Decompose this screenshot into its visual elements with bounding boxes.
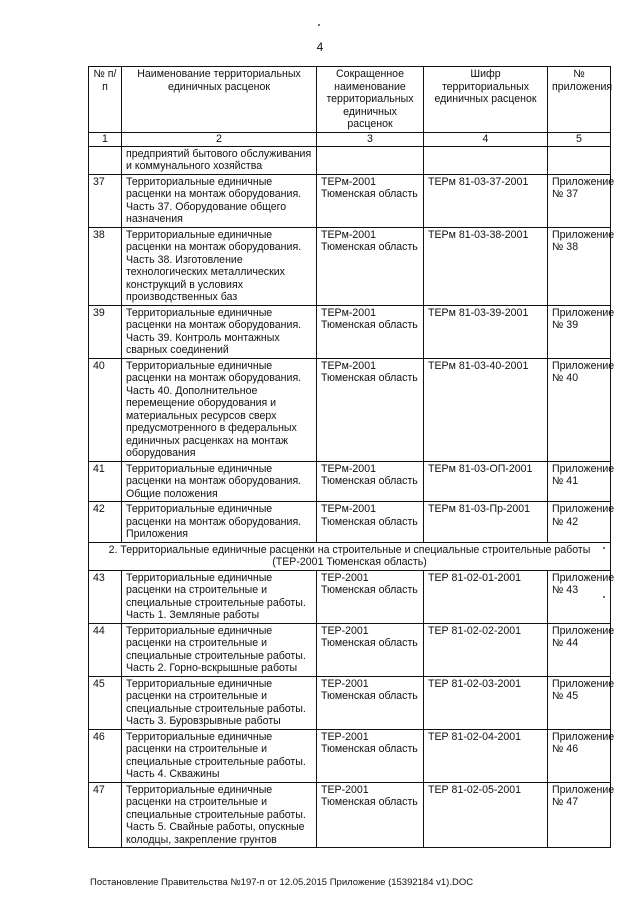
short-name: ТЕР-2001 Тюменская область <box>317 729 424 782</box>
appendix-number: Приложение № 44 <box>548 623 611 676</box>
row-number: 37 <box>89 174 122 227</box>
short-name: ТЕР-2001 Тюменская область <box>317 623 424 676</box>
short-name: ТЕРм-2001 Тюменская область <box>317 461 424 502</box>
section-heading-line2: (ТЕР-2001 Тюменская область) <box>272 556 427 568</box>
table-row <box>89 570 611 623</box>
header-short: Сокращенное наименование территориальных единичных расценок <box>317 67 424 133</box>
rate-name: Территориальные единичные расценки на монтаж оборудования. Часть 40. Дополнительное перемещение оборудования и материальных ресурсов сверх предусмотренного в федеральных единичных расценках на монтаж оборудования <box>122 358 317 461</box>
rate-name: Территориальные единичные расценки на строительные и специальные строительные работы. Часть 1. Земляные работы <box>122 570 317 623</box>
appendix-number: Приложение № 45 <box>548 676 611 729</box>
short-name: ТЕР-2001 Тюменская область <box>317 676 424 729</box>
rate-name: Территориальные единичные расценки на строительные и специальные строительные работы. Часть 2. Горно-вскрышные работы <box>122 623 317 676</box>
section-heading <box>89 542 611 570</box>
appendix-number: Приложение № 47 <box>548 782 611 848</box>
row-number: 45 <box>89 676 122 729</box>
page-number: 4 <box>316 40 324 54</box>
rate-code: ТЕРм 81-03-ОП-2001 <box>424 461 548 502</box>
header-name: Наименование территориальных единичных расценок <box>122 67 317 133</box>
table-row <box>89 729 611 782</box>
appendix-number: Приложение № 38 <box>548 227 611 305</box>
row-number: 39 <box>89 305 122 358</box>
col-num-3: 3 <box>317 132 424 146</box>
rate-name: Территориальные единичные расценки на монтаж оборудования. Часть 38. Изготовление технологических металлических конструкций в условиях производственных баз <box>122 227 317 305</box>
rate-code: ТЕР 81-02-03-2001 <box>424 676 548 729</box>
row-number: 40 <box>89 358 122 461</box>
scan-speck <box>318 24 320 26</box>
table-row <box>89 358 611 461</box>
rate-name: Территориальные единичные расценки на монтаж оборудования. Часть 37. Оборудование общего назначения <box>122 174 317 227</box>
table-row <box>89 461 611 502</box>
table-row <box>89 502 611 543</box>
row-number: 44 <box>89 623 122 676</box>
rate-code: ТЕР 81-02-01-2001 <box>424 570 548 623</box>
table-row <box>89 676 611 729</box>
appendix-number: Приложение № 39 <box>548 305 611 358</box>
appendix-number: Приложение № 40 <box>548 358 611 461</box>
rates-table <box>88 66 615 848</box>
section-2-body <box>89 542 611 570</box>
scan-speck <box>603 547 605 549</box>
header-code: Шифр территориальных единичных расценок <box>424 67 548 133</box>
short-name: ТЕРм-2001 Тюменская область <box>317 227 424 305</box>
rate-code: ТЕР 81-02-02-2001 <box>424 623 548 676</box>
appendix-number: Приложение № 37 <box>548 174 611 227</box>
table-body-part2 <box>89 570 615 848</box>
rate-name: Территориальные единичные расценки на строительные и специальные строительные работы. Часть 5. Свайные работы, опускные колодцы, закрепление грунтов <box>122 782 317 848</box>
rate-code: ТЕРм 81-03-39-2001 <box>424 305 548 358</box>
short-name: ТЕР-2001 Тюменская область <box>317 570 424 623</box>
col-num-1: 1 <box>89 132 122 146</box>
document-footer: Постановление Правительства №197-п от 12.05.2015 Приложение (15392184 v1).DOC <box>90 877 474 888</box>
table-body-part1 <box>89 146 615 542</box>
rate-name: Территориальные единичные расценки на монтаж оборудования. Часть 39. Контроль монтажных сварных соединений <box>122 305 317 358</box>
rate-code: ТЕР 81-02-05-2001 <box>424 782 548 848</box>
row-number: 41 <box>89 461 122 502</box>
col-num-2: 2 <box>122 132 317 146</box>
row-number: 47 <box>89 782 122 848</box>
short-name: ТЕР-2001 Тюменская область <box>317 782 424 848</box>
short-name: ТЕРм-2001 Тюменская область <box>317 305 424 358</box>
section-heading-line1: 2. Территориальные единичные расценки на строительные и специальные строительные работы <box>108 543 591 556</box>
appendix-number: Приложение № 41 <box>548 461 611 502</box>
continuation-row <box>89 146 611 174</box>
header-num: № п/п <box>89 67 122 133</box>
table-row <box>89 174 611 227</box>
appendix-number: Приложение № 42 <box>548 502 611 543</box>
rate-code: ТЕРм 81-03-38-2001 <box>424 227 548 305</box>
rate-code: ТЕРм 81-03-37-2001 <box>424 174 548 227</box>
short-name: ТЕРм-2001 Тюменская область <box>317 174 424 227</box>
table-row <box>89 782 611 848</box>
rate-name: Территориальные единичные расценки на монтаж оборудования. Приложения <box>122 502 317 543</box>
table-header-row <box>89 67 611 133</box>
rate-name: Территориальные единичные расценки на строительные и специальные строительные работы. Часть 3. Буровзрывные работы <box>122 676 317 729</box>
short-name: ТЕРм-2001 Тюменская область <box>317 358 424 461</box>
appendix-number: Приложение № 46 <box>548 729 611 782</box>
continuation-name: предприятий бытового обслуживания и коммунального хозяйства <box>122 146 317 174</box>
table-row <box>89 305 611 358</box>
appendix-number: Приложение № 43 <box>548 570 611 623</box>
row-number: 38 <box>89 227 122 305</box>
table-row <box>89 623 611 676</box>
col-num-5: 5 <box>548 132 611 146</box>
row-number: 46 <box>89 729 122 782</box>
rate-name: Территориальные единичные расценки на строительные и специальные строительные работы. Часть 4. Скважины <box>122 729 317 782</box>
rate-name: Территориальные единичные расценки на монтаж оборудования. Общие положения <box>122 461 317 502</box>
rate-code: ТЕРм 81-03-40-2001 <box>424 358 548 461</box>
section-heading-row <box>89 542 611 570</box>
table-row <box>89 227 611 305</box>
scan-speck <box>603 596 605 598</box>
column-number-row <box>89 132 611 146</box>
rate-code: ТЕРм 81-03-Пр-2001 <box>424 502 548 543</box>
row-number: 43 <box>89 570 122 623</box>
header-app: № приложения <box>548 67 611 133</box>
col-num-4: 4 <box>424 132 548 146</box>
rate-code: ТЕР 81-02-04-2001 <box>424 729 548 782</box>
row-number: 42 <box>89 502 122 543</box>
short-name: ТЕРм-2001 Тюменская область <box>317 502 424 543</box>
